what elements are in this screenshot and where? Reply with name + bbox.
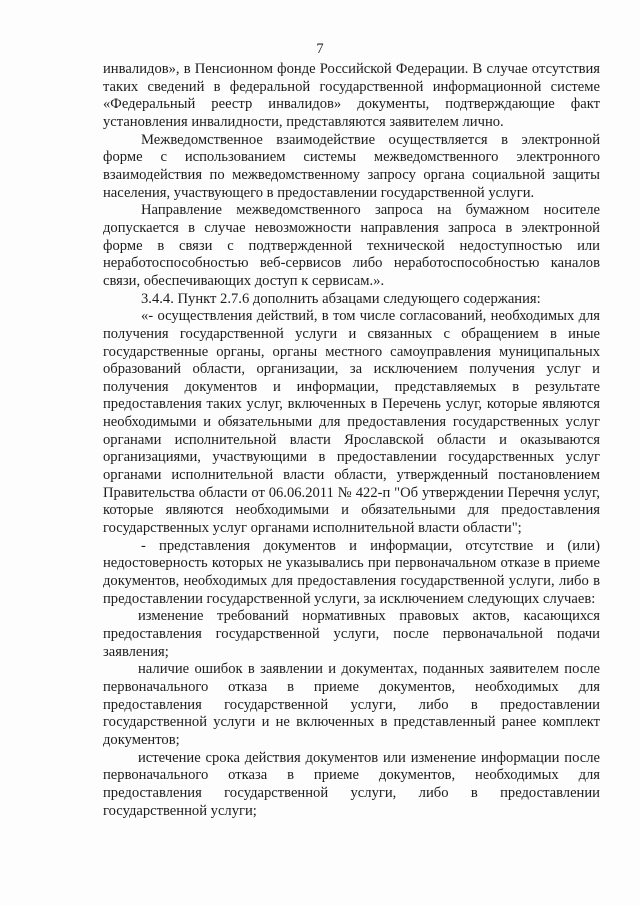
- paragraph-8: наличие ошибок в заявлении и документах, поданных заявителем после первоначального отказа в приеме документов, необходимых для предоставления государственной услуги, либо в предоставлении государственной услуги и не включенных в представленный ранее комплект документов;: [103, 661, 600, 748]
- paragraph-6: - представления документов и информации, отсутствие и (или) недостоверность которых не указывались при первоначальном отказе в приеме документов, необходимых для предоставления государственной услуги, либо в предоставлении государственной услуги, за исключением следующих случаев:: [103, 537, 600, 607]
- paragraph-7: изменение требований нормативных правовых актов, касающихся предоставления государственной услуги, после первоначальной подачи заявления;: [103, 608, 600, 660]
- document-body: [103, 61, 600, 820]
- page-number: 7: [316, 41, 324, 57]
- paragraph-3: Направление межведомственного запроса на бумажном носителе допускается в случае невозможности направления запроса в электронной форме в связи с подтвержденной технической недоступностью или неработоспособностью веб-сервисов либо неработоспособностью каналов связи, обеспечивающих доступ к сервисам.».: [103, 202, 600, 289]
- paragraph-9: истечение срока действия документов или изменение информации после первоначального отказа в приеме документов, необходимых для предоставления государственной услуги, либо в предоставлении государственной услуги;: [103, 749, 600, 819]
- paragraph-2: Межведомственное взаимодействие осуществляется в электронной форме с использованием системы межведомственного электронного взаимодействия по межведомственному запросу органа социальной защиты населения, участвующего в предоставлении государственной услуги.: [103, 131, 600, 201]
- paragraph-5: «- осуществления действий, в том числе согласований, необходимых для получения государственной услуги и связанных с обращением в иные государственные органы, органы местного самоуправления муниципальных образований области, организации, за исключением получения услуг и получения документов и информации, представляемых в результате предоставления таких услуг, включенных в Перечень услуг, которые являются необходимыми и обязательными для предоставления государственных услуг органами исполнительной власти Ярославской области и оказываются организациями, участвующими в предоставлении государственных услуг органами исполнительной власти области, утвержденный постановлением Правительства области от 06.06.2011 № 422-п "Об утверждении Перечня услуг, которые являются необходимыми и обязательными для предоставления государственных услуг органами исполнительной власти области";: [103, 308, 600, 537]
- paragraph-1: инвалидов», в Пенсионном фонде Российской Федерации. В случае отсутствия таких сведений в федеральной государственной информационной системе «Федеральный реестр инвалидов» документы, подтверждающие факт установления инвалидности, представляются заявителем лично.: [103, 61, 600, 130]
- paragraph-4: 3.4.4. Пункт 2.7.6 дополнить абзацами следующего содержания:: [141, 290, 541, 307]
